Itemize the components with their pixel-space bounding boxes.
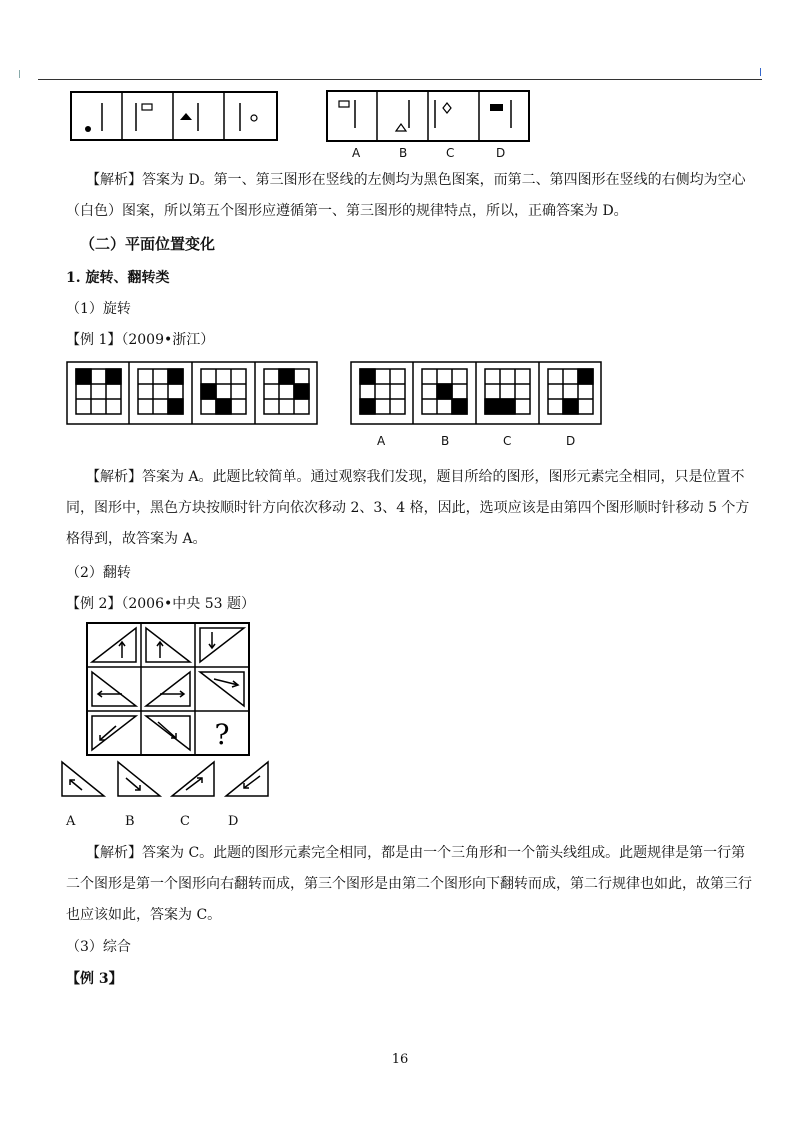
fig2-option-label: A bbox=[377, 434, 386, 448]
example-3-label: 【例 3】 bbox=[66, 971, 123, 987]
analysis-2: 【解析】答案为 A。此题比较简单。通过观察我们发现，题目所给的图形，图形元素完全相同，只是位置不同，图形中，黑色方块按顺时针方向依次移动 2、3、4 格，因此，选项应该是由第四个图形顺时针移动 5 个方格得到，故答案为 A。 bbox=[66, 469, 750, 547]
page-number: 16 bbox=[391, 1052, 409, 1067]
fig3-option-label: A bbox=[66, 814, 76, 829]
subsection-heading: 1. 旋转、翻转类 bbox=[66, 270, 170, 286]
analysis-3: 【解析】答案为 C。此题的图形元素完全相同，都是由一个三角形和一个箭头线组成。此题规律是第一行第二个图形是第一个图形向右翻转而成，第三个图形是由第二个图形向下翻转而成，第二行规律也如此，故第三行也应该如此，答案为 C。 bbox=[66, 845, 752, 923]
fig2-option-label: C bbox=[503, 434, 512, 448]
fig3-option-label: C bbox=[180, 814, 190, 829]
example-2-label: 【例 2】（2006•中央 53 题） bbox=[66, 596, 255, 612]
fig3-option-label: D bbox=[228, 814, 239, 829]
figure-3-grid bbox=[86, 622, 250, 756]
header-rule bbox=[38, 79, 762, 80]
figure-2-question bbox=[66, 361, 318, 425]
fig1-option-label: B bbox=[399, 146, 408, 160]
fig1-option-label: D bbox=[496, 146, 506, 160]
fig1-option-label: C bbox=[446, 146, 455, 160]
fig2-option-label: B bbox=[441, 434, 450, 448]
example-1-label: 【例 1】（2009•浙江） bbox=[66, 332, 215, 348]
header-tick-right bbox=[760, 68, 761, 76]
figure-2-options bbox=[350, 361, 602, 425]
sub-heading-flip: （2）翻转 bbox=[66, 565, 131, 581]
analysis-1: 【解析】答案为 D。第一、第三图形在竖线的左侧均为黑色图案，而第二、第四图形在竖线的右侧均为空心（白色）图案，所以第五个图形应遵循第一、第三图形的规律特点，所以，正确答案为 D。 bbox=[66, 172, 746, 219]
question-mark: ? bbox=[214, 718, 230, 751]
figure-1-options bbox=[326, 90, 530, 142]
sub-heading-combined: （3）综合 bbox=[66, 939, 131, 955]
figure-3-options bbox=[60, 760, 272, 800]
fig2-option-label: D bbox=[566, 434, 576, 448]
fig1-option-label: A bbox=[352, 146, 361, 160]
sub-heading-rotate: （1）旋转 bbox=[66, 301, 131, 317]
fig3-option-label: B bbox=[125, 814, 135, 829]
section-heading: （二）平面位置变化 bbox=[80, 235, 216, 253]
figure-1-question bbox=[70, 91, 278, 141]
header-tick-left bbox=[19, 70, 20, 78]
